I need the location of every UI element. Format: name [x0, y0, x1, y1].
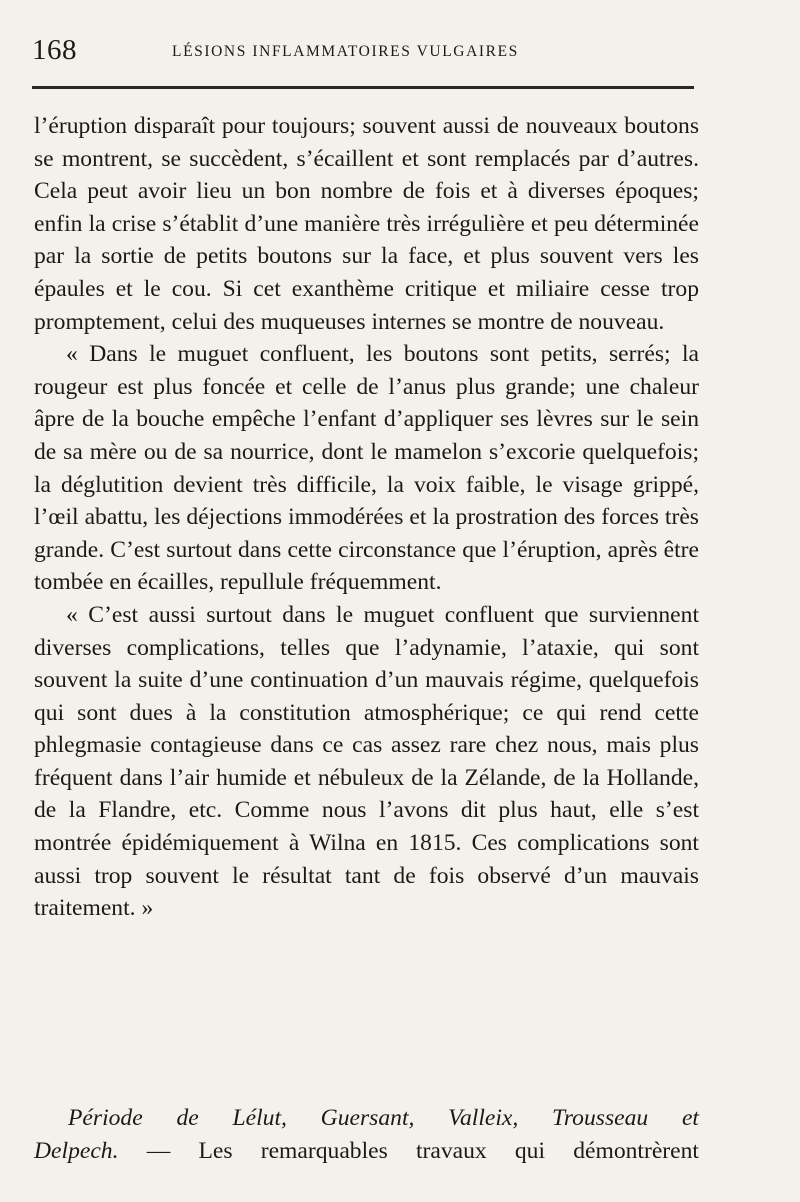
- header-rule: [32, 86, 694, 89]
- running-title: LÉSIONS INFLAMMATOIRES VULGAIRES: [172, 43, 519, 60]
- paragraph: « C’est aussi surtout dans le muguet confluent que surviennent diverses complications, telles que l’adynamie, l’ataxie, qui sont souvent la suite d’une continuation d’un mauvais régime, quelquefois qui sont dues à la constitution atmosphérique; ce qui rend cette phlegmasie contagieuse dans ce cas assez rare chez nous, mais plus fréquent dans l’air humide et nébuleux de la Zélande, de la Hollande, de la Flandre, etc. Comme nous l’avons dit plus haut, elle s’est montrée épidémiquement à Wilna en 1815. Ces complications sont aussi trop souvent le résultat tant de fois observé d’un mauvais traitement. »: [34, 601, 699, 922]
- paragraph: « Dans le muguet confluent, les boutons sont petits, serrés; la rougeur est plus foncée et celle de l’anus plus grande; une chaleur âpre de la bouche empêche l’enfant d’appliquer ses lèvres sur le sein de sa mère ou de sa nourrice, dont le mamelon s’excorie quelquefois; la déglutition devient très difficile, la voix faible, le visage grippé, l’œil abattu, les déjections immodérées et la prostration des forces très grande. C’est surtout dans cette circonstance que l’éruption, après être tombée en écailles, repullule fréquemment.: [34, 341, 699, 596]
- page-header: [28, 34, 708, 74]
- italic-name: Delpech.: [34, 1137, 119, 1164]
- paragraph: l’éruption disparaît pour toujours; souvent aussi de nouveaux boutons se montrent, se succèdent, s’écaillent et sont remplacés par d’autres. Cela peut avoir lieu un bon nombre de fois et à diverses époques; enfin la crise s’établit d’une manière très irrégulière et peu déterminée par la sortie de petits boutons sur la face, et plus souvent vers les épaules et le cou. Si cet exanthème critique et miliaire cesse trop promptement, celui des muqueuses internes se montre de nouveau.: [34, 113, 699, 335]
- page-number: 168: [32, 34, 77, 66]
- final-paragraph-text: — Les remarquables travaux qui démontrèrent: [146, 1137, 699, 1164]
- body-text: [34, 110, 699, 925]
- final-paragraph-line-2: [34, 1135, 699, 1168]
- final-paragraph: [34, 1102, 699, 1167]
- final-paragraph-line-1: [34, 1102, 699, 1135]
- italic-heading: Période de Lélut, Guersant, Valleix, Trousseau et: [68, 1105, 699, 1131]
